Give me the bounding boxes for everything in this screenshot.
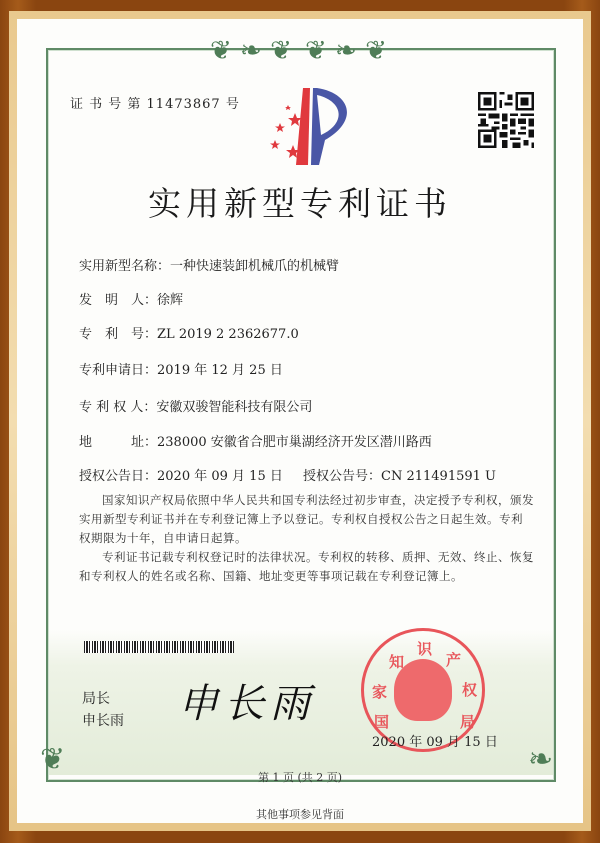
field-value: ZL 2019 2 2362677.0 [157, 327, 299, 342]
field-address [79, 431, 432, 450]
seal-char: 权 [462, 681, 478, 699]
top-ornament-right-icon: ❦ ❧ ❦ [305, 36, 387, 66]
field-label: 实用新型名称： [79, 259, 171, 274]
field-value: CN 211491591 U [381, 469, 496, 484]
field-label: 授权公告号： [303, 469, 382, 484]
field-label: 授权公告日： [79, 469, 158, 484]
field-label: 专利申请日： [79, 363, 158, 378]
seal-char: 识 [417, 640, 433, 658]
seal-char: 国 [374, 713, 390, 731]
field-label: 专 利 号： [79, 327, 158, 342]
seal-char: 知 [389, 653, 405, 671]
field-patent-number [79, 323, 299, 342]
seal-char: 局 [460, 713, 476, 731]
field-utility-model-name [79, 255, 339, 274]
paragraph-grant-statement: 国家知识产权局依照中华人民共和国专利法经过初步审查，决定授予专利权，颁发实用新型专利证书并在专利登记簿上予以登记。专利权自授权公告之日起生效。专利权期限为十年，自申请日起算。 [79, 493, 534, 545]
seal-char: 家 [372, 683, 388, 701]
barcode [84, 641, 234, 653]
qr-code[interactable] [478, 92, 534, 148]
field-value: 安徽双骏智能科技有限公司 [156, 400, 313, 415]
footer-note: 其他事项参见背面 [256, 808, 344, 821]
field-inventor [79, 289, 183, 308]
cnipa-logo-icon [255, 85, 365, 170]
seal-char: 产 [446, 651, 462, 669]
field-label: 地 址： [79, 435, 158, 450]
seal-date: 2020 年 09 月 15 日 [372, 735, 498, 750]
field-grant-announcement-date [79, 465, 283, 484]
field-label: 专 利 权 人： [79, 400, 157, 415]
field-patentee [79, 396, 312, 415]
bottom-left-ornament-icon: ❦ [40, 742, 66, 777]
field-value: 238000 安徽省合肥市巢湖经济开发区潜川路西 [157, 435, 432, 450]
page-indicator: 第 1 页 (共 2 页) [257, 771, 343, 784]
field-value: 2019 年 12 月 25 日 [157, 363, 283, 378]
director-signature: 申长雨 [178, 681, 316, 727]
field-label: 发 明 人： [79, 293, 158, 308]
field-value: 一种快速装卸机械爪的机械臂 [170, 259, 340, 274]
field-value: 2020 年 09 月 15 日 [157, 469, 283, 484]
director-title: 局长 [82, 691, 110, 707]
certificate-title: 实用新型专利证书 [148, 184, 452, 223]
field-grant-announcement-number [303, 465, 496, 484]
bottom-right-ornament-icon: ❧ [528, 742, 554, 777]
top-ornament-left-icon: ❦ ❧ ❦ [210, 36, 292, 66]
certificate-number: 证 书 号 第 11473867 号 [70, 97, 240, 112]
field-application-date [79, 359, 283, 378]
director-name: 申长雨 [82, 713, 124, 729]
paragraph-legal-status: 专利证书记载专利权登记时的法律状况。专利权的转移、质押、无效、终止、恢复和专利权人的姓名或名称、国籍、地址变更等事项记载在专利登记簿上。 [79, 550, 534, 583]
field-value: 徐辉 [157, 293, 184, 308]
